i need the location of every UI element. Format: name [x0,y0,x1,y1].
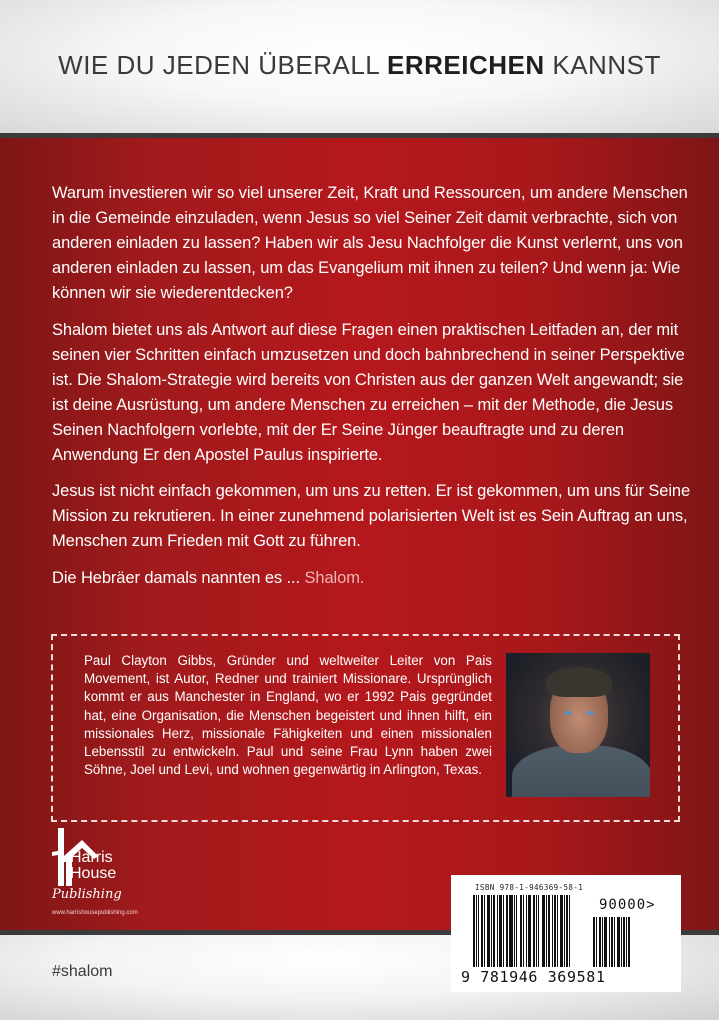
tagline-bold: ERREICHEN [387,50,545,80]
photo-eye-left [564,711,572,715]
publisher-script: Publishing [52,887,122,902]
publisher-name-2: House [70,865,117,882]
publisher-url: www.harrishousepublishing.com [52,910,138,916]
blurb-paragraph-4 [52,566,692,591]
barcode [451,875,681,992]
photo-eye-right [586,711,594,715]
closing-accent: Shalom. [304,569,365,587]
blurb-paragraph-1: Warum investieren wir so viel unserer Zeit, Kraft und Ressourcen, um andere Menschen in die Gemeinde einzuladen, wenn Jesus so viel Seiner Zeit damit verbrachte, sich von anderen einladen zu lassen? Haben wir als Jesu Nachfolger die Kunst verlernt, uns von anderen einladen zu lassen, um das Evangelium mit ihnen zu teilen? Und wenn ja: Wie können wir sie wiederentdecken? [52,184,688,302]
blurb-paragraph-2: Shalom bietet uns als Antwort auf diese Fragen einen praktischen Leitfaden an, der mit seinen vier Schritten einfach umzusetzen und doch bahnbrechend in seiner Perspektive ist. Die Shalom-Strategie wird bereits von Christen aus der ganzen Welt angewandt; sie ist deine Ausrüstung, um andere Menschen zu erreichen – mit der Methode, die Jesus Seinen Nachfolgern vorlebte, mit der Er Seine Jünger beauftragte und zu deren Anwendung Er den Apostel Paulus inspirierte. [52,321,685,464]
author-photo [506,653,650,797]
ean-digits: 9 781946 369581 [461,968,606,986]
publisher-name-1: Harris [70,849,113,866]
tagline-part-1: WIE DU JEDEN ÜBERALL [58,50,387,80]
blurb-paragraph-3: Jesus ist nicht einfach gekommen, um uns zu retten. Er ist gekommen, um uns für Seine Mission zu rekrutieren. In einer zunehmend polarisierten Welt ist es Sein Auftrag an uns, Menschen zum Frieden mit Gott zu führen. [52,482,691,550]
header-band [0,0,719,133]
closing-line: Die Hebräer damals nannten es ... [52,569,305,587]
addon-bars [593,917,650,967]
tagline-part-2: KANNST [544,50,661,80]
isbn-label: ISBN 978-1-946369-58-1 [475,883,584,892]
photo-hair [546,667,612,697]
ean-bars [473,895,585,967]
tagline [0,50,719,81]
addon-digits: 90000> [599,897,656,913]
author-bio-text: Paul Clayton Gibbs, Gründer und weltweiter Leiter von Pais Movement, ist Autor, Redner und trainiert Missionare. Ursprünglich kommt er aus Manchester in England, wo er 1992 Pais gegründet hat, eine Organisation, die Menschen begeistert und ihnen hilft, ein missionales Herz, missionale Fähigkeiten und einen missionalen Lebensstil zu entwickeln. Paul und seine Frau Lynn haben zwei Söhne, Joel und Levi, und wohnen gegenwärtig in Arlington, Texas. [84,653,492,778]
hashtag: #shalom [52,963,113,980]
